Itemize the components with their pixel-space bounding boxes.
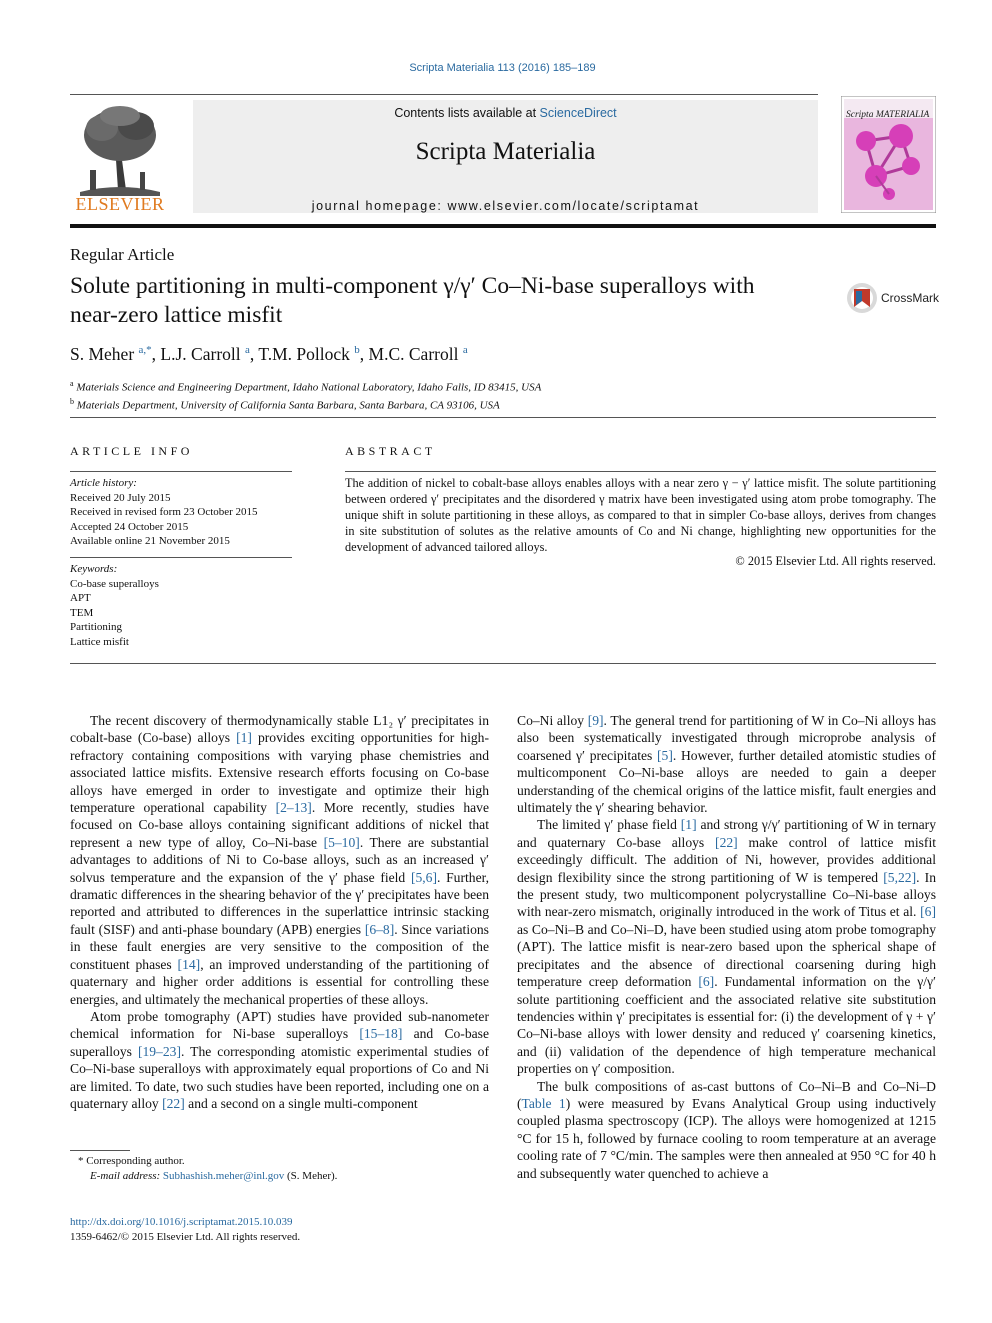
article-title: Solute partitioning in multi-component γ/γ′ Co–Ni-base superalloys with near-zero lattice misfit: [70, 273, 755, 328]
citation-link[interactable]: [2–13]: [275, 800, 312, 816]
affiliations: [70, 377, 541, 412]
divider: [70, 663, 936, 664]
abstract-text: The addition of nickel to cobalt-base alloys enables alloys with a near zero γ − γ′ lattice misfit. The solute partitioning between ordered γ′ precipitates and the disordered γ matrix have been investigated using atom probe tomography. The unique shift in solute partitioning in these alloys, as compared to that in simpler Co-base alloys, derives from changes in site substitution of solutes as the relative amounts of Co and Ni change, highlighting new opportunities for the development of advanced tailored alloys.: [345, 476, 936, 554]
citation-link[interactable]: [5–10]: [323, 834, 360, 850]
article-type: Regular Article: [70, 245, 175, 264]
history-item: Accepted 24 October 2015: [70, 520, 189, 533]
citation-link[interactable]: [9]: [587, 713, 604, 728]
author-name: S. Meher: [70, 344, 135, 364]
header-top-rule: [70, 94, 818, 95]
sciencedirect-link[interactable]: ScienceDirect: [539, 106, 617, 120]
divider: [70, 471, 292, 472]
elsevier-logo: [70, 100, 170, 215]
body-column-right: [517, 712, 936, 1182]
cover-title: Scripta MATERIALIA: [846, 110, 930, 120]
citation-link[interactable]: [19–23]: [137, 1043, 181, 1059]
footnote-star: *: [78, 1155, 84, 1167]
keyword: Partitioning: [70, 621, 122, 633]
citation-link[interactable]: [6]: [698, 974, 715, 990]
author-affil-sup[interactable]: a,*: [138, 344, 152, 357]
keywords: [70, 562, 159, 649]
body-paragraph: The bulk compositions of as-cast buttons of Co–Ni–B and Co–Ni–D (Table 1) were measured by Evans Analytical Group using inductively coupled plasma spectroscopy (ICP). The alloys were homogenized at 1215 °C for 15 h, followed by furnace cooling to room temperature at an average cooling rate of 7 °C/min. The samples were then annealed at 950 °C for 40 h and subsequently water quenched to achieve a: [517, 1078, 936, 1181]
citation-link[interactable]: [6]: [920, 904, 936, 920]
doi-block: [70, 1215, 300, 1245]
abstract-heading: ABSTRACT: [345, 444, 436, 458]
citation-link[interactable]: [5]: [657, 747, 673, 763]
author-name: L.J. Carroll: [160, 344, 241, 364]
issn-line: 1359-6462/© 2015 Elsevier Ltd. All rights reserved.: [70, 1231, 301, 1243]
body-paragraph: Atom probe tomography (APT) studies have provided sub-nanometer chemical information for Ni-base superalloys [15–18] and Co-base superalloys [19–23]. The corresponding atomistic experimental studies of Co–Ni-base superalloys with approximately equal proportions of Co and Ni are limited. To date, two such studies have been reported, including one on a quaternary alloy [22] and a second on a single multi-component: [70, 1008, 489, 1111]
citation-link[interactable]: [5,22]: [883, 869, 917, 885]
crossmark-badge[interactable]: [846, 281, 941, 315]
citation-link[interactable]: Table 1: [521, 1095, 566, 1111]
divider: [70, 557, 292, 558]
citation-link[interactable]: [6–8]: [364, 921, 395, 937]
citation-link[interactable]: [1]: [236, 730, 252, 746]
footnote-corresponding: Corresponding author.: [86, 1155, 185, 1167]
crossmark-label: CrossMark: [881, 291, 940, 305]
body-paragraph: Co–Ni alloy [9]. The general trend for partitioning of W in Co–Ni alloys has also been systematically investigated through microprobe analysis of coarsened γ′ precipitates [5]. However, further detailed atomistic studies of multicomponent Co–Ni-base alloys are needed to gain a deeper understanding of the chemical origins of the lattice misfit, fault energies and ultimately the γ′ shearing behavior.: [517, 713, 936, 816]
keyword: TEM: [70, 606, 94, 619]
keyword: Co-base superalloys: [70, 577, 159, 590]
keyword: Lattice misfit: [70, 635, 129, 648]
keywords-label: Keywords:: [70, 563, 118, 575]
body-column-left: [70, 712, 489, 1112]
email-label: E-mail address:: [90, 1170, 163, 1182]
email-suffix: (S. Meher).: [284, 1170, 338, 1182]
journal-cover: [841, 96, 936, 213]
journal-reference[interactable]: Scripta Materialia 113 (2016) 185–189: [409, 62, 596, 74]
footnote-rule: [70, 1150, 130, 1151]
email-link[interactable]: Subhashish.meher@inl.gov: [162, 1170, 285, 1182]
author-affil-sup[interactable]: b: [354, 344, 360, 357]
citation-link[interactable]: [5,6]: [410, 869, 437, 885]
affiliation-text: Materials Science and Engineering Department, Idaho National Laboratory, Idaho Falls, ID 83415, USA: [76, 381, 542, 394]
history-item: Received 20 July 2015: [70, 491, 171, 504]
citation-link[interactable]: [15–18]: [359, 1026, 403, 1042]
divider: [345, 471, 936, 472]
body-paragraph: The limited γ′ phase field [1] and strong γ/γ′ partitioning of W in ternary and quaternary Co-base alloys [22] make control of lattice misfit exceedingly difficult. The addition of Ni, however, provides additional design flexibility since the strong partitioning of W is tempered [5,22]. In the present study, two multicomponent polycrystalline Co–Ni-base alloys with near-zero mismatch, originally introduced in the work of Titus et al. [6] as Co–Ni–B and Co–Ni–D, have been studied using atom probe tomography (APT). The lattice misfit is near-zero based upon the spherical shape of precipitates and the absence of directional coarsening during high temperature creep deformation [6]. Fundamental information on the γ/γ′ solute partitioning coefficient and the associated relative site substitution tendencies within γ′ precipitates is essential for: (i) the development of γ + γ′ Co–Ni-base alloys with lower density and reduced γ′ coarsening kinetics, and (ii) validation of the dependence of high temperature mechanical properties on γ′ composition.: [517, 817, 937, 1077]
journal-title: Scripta Materialia: [415, 138, 596, 165]
doi-link[interactable]: http://dx.doi.org/10.1016/j.scriptamat.2015.10.039: [70, 1216, 293, 1228]
contents-line: [193, 106, 818, 120]
author-affil-sup[interactable]: a: [245, 344, 250, 357]
citation-link[interactable]: [14]: [177, 956, 201, 972]
crossmark-icon: [846, 281, 878, 315]
affiliation: [70, 395, 541, 413]
elsevier-wordmark: ELSEVIER: [75, 194, 165, 214]
footnote: [70, 1154, 337, 1184]
author-list: S. Meher $^{a,*}$, L.J. Carroll $^a$, T.M. Pollock $^b$, M.C. Carroll $^a$: [70, 344, 468, 364]
history-label: Article history:: [70, 477, 137, 489]
citation-link[interactable]: [22]: [715, 834, 738, 850]
history-item: Received in revised form 23 October 2015: [70, 506, 258, 518]
article-history: [70, 476, 258, 549]
header-thick-rule: [70, 224, 936, 228]
citation-link[interactable]: [22]: [162, 1095, 185, 1111]
contents-prefix: Contents lists available at: [394, 106, 540, 120]
author-name: M.C. Carroll: [368, 344, 459, 364]
journal-homepage[interactable]: journal homepage: www.elsevier.com/locate/scriptamat: [311, 199, 700, 213]
abstract-copyright: © 2015 Elsevier Ltd. All rights reserved.: [735, 554, 936, 568]
history-item: Available online 21 November 2015: [70, 535, 230, 547]
affiliation-text: Materials Department, University of California Santa Barbara, Santa Barbara, CA 93106, USA: [76, 399, 500, 412]
article-info-heading: ARTICLE INFO: [70, 444, 193, 458]
affiliation-sup: a: [70, 379, 74, 388]
citation-link[interactable]: [1]: [680, 817, 697, 833]
affiliation-sup: b: [70, 396, 74, 406]
author-affil-sup[interactable]: a: [462, 344, 468, 357]
body-paragraph: The recent discovery of thermodynamically stable L1₂ γ′ precipitates in cobalt-base (Co-base) alloys [1] provides exciting opportunities for high-refractory containing compositions with varying phase chemistries and associated lattice misfits. Extensive research efforts focusing on Co-base alloys have emerged in order to investigate and optimize their high temperature operational capability [2–13]. More recently, studies have focused on Co-base alloys containing significant additions of nickel that represent a new type of alloy, Co–Ni-base [5–10]. There are substantial advantages to additions of Ni to Co-base alloys, such as an increased γ′ solvus temperature and the expansion of the γ′ phase field [5,6]. Further, dramatic differences in the shearing behavior of the γ′ precipitates have been reported and attributed to differences in the superlattice intrinsic stacking fault (SISF) and anti-phase boundary (APB) energies [6–8]. Since variations in these fault energies are very sensitive to the composition of the constituent phases [14], an improved understanding of the partitioning of quaternary and higher order additions is essential for controlling these energies, and ultimately the mechanical properties of these alloys.: [70, 713, 489, 1007]
keyword: APT: [70, 592, 91, 604]
affiliation: [70, 377, 541, 395]
author-name: T.M. Pollock: [258, 344, 350, 364]
divider: [70, 417, 936, 418]
